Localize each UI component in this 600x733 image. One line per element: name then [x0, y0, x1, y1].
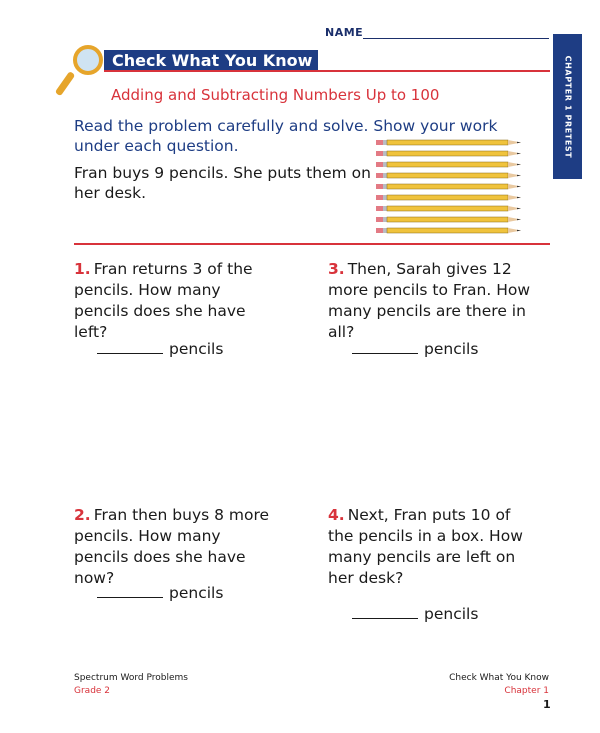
pencil: [376, 206, 521, 211]
pencil: [376, 140, 521, 145]
name-label: NAME: [325, 26, 364, 39]
name-field[interactable]: [363, 38, 549, 39]
magnifier-icon: [73, 45, 103, 75]
question-number: 2.: [74, 506, 91, 524]
section-divider: [74, 243, 550, 245]
answer-4: [352, 605, 478, 623]
answer-unit: pencils: [169, 584, 224, 602]
answer-unit: pencils: [169, 340, 224, 358]
side-tab-label: CHAPTER 1 PRETEST: [563, 55, 572, 158]
footer-left: [74, 672, 188, 698]
answer-blank[interactable]: [352, 618, 418, 619]
question-4: [328, 505, 533, 589]
section-title: Check What You Know: [449, 673, 549, 683]
instructions: Read the problem carefully and solve. Show your work under each question.: [74, 117, 498, 155]
answer-blank[interactable]: [97, 597, 163, 598]
question-1: [74, 259, 279, 343]
pencil: [376, 151, 521, 156]
pencil: [376, 184, 521, 189]
title-band: [104, 50, 318, 71]
question-text: Fran then buys 8 more pencils. How many pencils does she have now?: [74, 506, 270, 587]
question-text: Fran returns 3 of the pencils. How many pencils does she have left?: [74, 260, 253, 341]
chapter-side-tab: [553, 34, 582, 179]
title-rule: [104, 70, 550, 72]
answer-blank[interactable]: [352, 353, 418, 354]
answer-1: [97, 340, 223, 358]
book-title: Spectrum Word Problems: [74, 673, 188, 683]
answer-blank[interactable]: [97, 353, 163, 354]
answer-unit: pencils: [424, 340, 479, 358]
pencil: [376, 173, 521, 178]
answer-unit: pencils: [424, 605, 479, 623]
answer-3: [352, 340, 478, 358]
pencil: [376, 195, 521, 200]
chapter-label: Chapter 1: [504, 686, 549, 696]
magnifier-handle: [55, 71, 76, 96]
question-number: 4.: [328, 506, 345, 524]
pencil: [376, 162, 521, 167]
question-number: 1.: [74, 260, 91, 278]
pencil: [376, 228, 521, 233]
page-title: Check What You Know: [112, 51, 313, 70]
page-subtitle: Adding and Subtracting Numbers Up to 100: [111, 86, 440, 104]
question-text: Then, Sarah gives 12 more pencils to Fran. How many pencils are there in all?: [328, 260, 531, 341]
question-3: [328, 259, 533, 343]
page-number: 1: [543, 698, 551, 711]
answer-2: [97, 584, 223, 602]
problem-statement: Fran buys 9 pencils. She puts them on her desk.: [74, 164, 371, 202]
pencils-illustration: [376, 138, 528, 238]
grade-label: Grade 2: [74, 686, 111, 696]
question-number: 3.: [328, 260, 345, 278]
question-2: [74, 505, 279, 589]
pencil: [376, 217, 521, 222]
footer-right: [380, 672, 549, 698]
question-text: Next, Fran puts 10 of the pencils in a box. How many pencils are left on her desk?: [328, 506, 523, 587]
